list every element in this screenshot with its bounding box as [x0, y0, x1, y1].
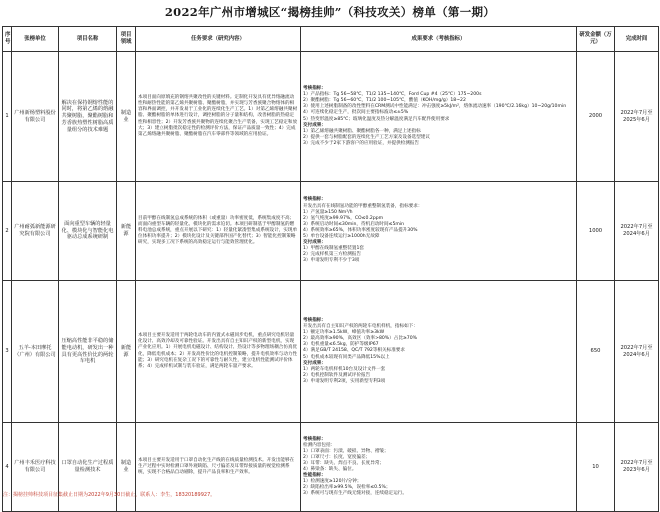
- row-project: 口罩自动化生产过程质量检测技术: [59, 423, 117, 512]
- result-section-heading: 性能指标：: [303, 473, 326, 479]
- row-task: 目前甲醇在线制氢总成系统的体积（或重量）功率密度低，系统集成度不高；而面向重型车辆的轻量化、模块化的需求迫切。本项目研制基于甲醇制氢的燃料电池总成系统，重点开展以下研究：1）轻量化紧凑型集成系统设计，实现单位体积功率提升；2）模块化设计及关键部件国产化替代；3）智能化控制策略研究，实现多工况下系统的高效稳定运行与能效管理优化。: [136, 182, 301, 281]
- footer-note: 注：揭榜挂帅科技项目征集截止日期为2022年9月30日截止，联系人：李生，18320189927。: [3, 492, 216, 498]
- result-line: 2）提供一套与树脂配套的连续化生产工艺方案及设备选型建议: [303, 134, 430, 140]
- result-line: 3）申请发明专利2项，实用新型专利3项: [303, 378, 386, 384]
- row-unit: 五羊-本田摩托（广州）有限公司: [12, 281, 59, 423]
- result-line: 1）口罩表面：污渍、破损、异物、褶皱；: [303, 448, 389, 454]
- row-project: 压缩高性能非平稳的储能电动机，研发出一种具有更高性价比的两轮车电机: [59, 281, 117, 423]
- table-row: [3, 52, 659, 182]
- result-line: 1）产氢量≥150 Nm³/h: [303, 209, 353, 215]
- row-field: 新能源: [117, 281, 136, 423]
- result-content: [303, 197, 574, 264]
- result-line: 检测内容包括：: [303, 442, 336, 448]
- result-section-heading: 交付成果：: [303, 360, 326, 366]
- row-unit: 广州耐弧新能源研究院有限公司: [12, 182, 59, 281]
- result-section-heading: 考核指标：: [303, 436, 326, 442]
- row-no: 2: [3, 182, 12, 281]
- result-line: 4）系统效率≥65%，体积功率密度较现有产品提升30%: [303, 227, 418, 233]
- table-header-row: [3, 27, 659, 52]
- result-line: 1）检测速度≥120片/分钟；: [303, 479, 362, 485]
- row-no: 3: [3, 281, 12, 423]
- row-time: 2022年7月至2024年6月: [615, 182, 659, 281]
- result-line: 4）可连续化稳定生产，批次间主要指标波动≤±5%: [303, 110, 409, 116]
- row-task: 本项目主要开发适用于口罩自动化生产线的在线质量检测技术。开发出能够在生产过程中实时检测口罩外观缺陷、尺寸偏差及耳带焊接质量的视觉检测系统，实现不合格品自动剔除，提升产品良率和生产效率。: [136, 423, 301, 512]
- row-unit: 广州丰禾医疗科技有限公司: [12, 423, 59, 512]
- result-line: 3）完成不少于2家下游客户的应用验证，并提供检测报告: [303, 140, 420, 146]
- row-project: 面向重型车辆的轻量化、模块化与智能化电驱动总成系统研制: [59, 182, 117, 281]
- result-line: 5）单台设备连续运行≥1000h无故障: [303, 234, 380, 240]
- row-task: 本项目主要开发适用于两轮电动车的内置式永磁同步电机，重点研究电机轻量化设计、高效冷却及可靠性验证。开发出具有自主知识产权的新型电机，实现产业化应用。1）开展电机电磁设计、结构设计、热设计等多物理场耦合仿真优化，降低电机成本；2）开发高性价比的电机控制策略，提升电机效率与动力性能；3）研究电机在复杂工况下的可靠性与耐久性，建立电机性能测试评价体系；4）完成样机试制与装车验证，满足两轮车量产要求。: [136, 281, 301, 423]
- bounty-table: [2, 26, 659, 512]
- result-line: 3）申请发明专利不少于3项: [303, 258, 360, 264]
- row-no: 1: [3, 52, 12, 182]
- header-unit: 张榜单位: [12, 27, 59, 52]
- header-field: 项目领域: [117, 27, 136, 52]
- row-unit: 广州新杨塑料股份有限公司: [12, 52, 59, 182]
- row-project: 解决在保持钢熔性能的同时，将第乙烯的熔融共聚树脂，聚酯树脂和芳香族热塑性树脂高质量组分的技术难题: [59, 52, 117, 182]
- result-line: 3）使用上述树脂制备的改性塑料在CRM测试中性能满足：冲击强度≥5kJ/m²，熔体流动速率（190℃/2.16kg）10~20g/10min: [303, 104, 567, 110]
- result-line: 1）第乙烯熔融共聚树脂、聚酯树脂各一种，满足上述指标: [303, 128, 421, 134]
- row-result: [301, 281, 577, 423]
- row-result: [301, 182, 577, 281]
- row-time: 2022年7月至2025年6月: [615, 52, 659, 182]
- result-section-heading: 考核指标：: [303, 317, 326, 323]
- result-line: 4）鼻梁条：缺失、偏位。: [303, 467, 357, 472]
- result-line: 2）电机控制软件及测试评价报告: [303, 372, 371, 378]
- result-line: 3）系统启动时间≤30min，待机启动时间≤5min: [303, 221, 405, 227]
- row-time: 2022年7月至2023年6月: [615, 423, 659, 512]
- header-task: 任务要求（研究内容）: [136, 27, 301, 52]
- header-time: 完成时间: [615, 27, 659, 52]
- result-section-heading: 考核指标：: [303, 86, 326, 92]
- result-content: [303, 318, 574, 385]
- result-line: 5）热变形温度≥85℃；玻璃化温度及热分解温度满足汽车配件使用要求: [303, 116, 450, 122]
- result-line: 1）产品指标：Tg 56~58℃，T1/2 135~140℃，Ford Cup #4（25℃）175~200s: [303, 92, 482, 98]
- header-result: 成果要求（考核指标）: [301, 27, 577, 52]
- result-line: 1）额定功率≥1.5kW，峰值功率≥3kW: [303, 330, 385, 336]
- result-line: 4）满足GB/T 24158、QC/T 792等相关标准要求: [303, 348, 405, 354]
- result-line: 2）最高效率≥90%，高效区（效率>80%）占比≥70%: [303, 336, 418, 342]
- row-field: 新能源: [117, 182, 136, 281]
- result-section-heading: 交付成果：: [303, 122, 326, 128]
- result-content: [303, 437, 574, 498]
- row-result: [301, 423, 577, 512]
- row-no: 4: [3, 423, 12, 512]
- result-line: 2）完成样机第三方检测报告: [303, 252, 362, 258]
- result-line: 2）氢气纯度≥99.97%，CO≤0.2ppm: [303, 215, 384, 221]
- row-amount: 1000: [577, 182, 615, 281]
- header-no: 序号: [3, 27, 12, 52]
- row-field: 制造业: [117, 423, 136, 512]
- result-line: 开发出具有自主知识产权的两轮车电机样机，指标如下：: [303, 324, 418, 330]
- result-line: 3）系统可与现有生产线无缝对接，连续稳定运行。: [303, 491, 407, 497]
- result-line: 3）电机重量≤6.5kg，防护等级IP67: [303, 342, 379, 348]
- result-line: 2）口罩尺寸：长度、宽度偏差；: [303, 454, 371, 460]
- row-amount: 650: [577, 281, 615, 423]
- row-amount: 2000: [577, 52, 615, 182]
- table-row: [3, 182, 659, 281]
- result-section-heading: 考核指标：: [303, 197, 326, 203]
- result-line: 3）耳带：缺失、焊点不良、长度异常；: [303, 460, 385, 466]
- result-line: 1）甲醇在线制氢重整装置1套: [303, 246, 364, 252]
- result-line: 5）电机成本较现有同类产品降低15%以上: [303, 354, 390, 360]
- page-title: 2022年广州市增城区“揭榜挂帅”（科技攻关）榜单（第一期）: [164, 5, 496, 19]
- result-content: [303, 86, 574, 147]
- table-row: [3, 281, 659, 423]
- result-line: 开发出具有在线制氢功能的甲醇重整制氢装备，指标要求：: [303, 203, 423, 209]
- row-field: 制造业: [117, 52, 136, 182]
- result-line: 2）聚酯树脂：Tg 56~60℃，T1/2 100~105℃，酸值（KOH/mg/g）18~22: [303, 98, 466, 104]
- row-amount: 10: [577, 423, 615, 512]
- result-line: 1）两轮车电机样机10台及设计文件一套: [303, 366, 386, 372]
- row-time: 2022年7月至2024年6月: [615, 281, 659, 423]
- table-row: [3, 423, 659, 512]
- row-task: 本项目面向原填充的钢熔共聚改性的关键材料。定制化开发具有优异熔融流动性和耐热性能的第乙烯共聚树脂、聚酯树脂，并实现与芳香族聚合物熔体的相容和界面调控，并开发易于工业化的连续化生产工艺。1）对第乙烯熔融共聚树脂、聚酯树脂的单体进行设计，调控树脂的分子量和结构，改善树脂的热稳定性和相容性；2）开发芳香族共聚物的连续化聚合生产装备，实现工艺稳定和放大；3）建立树脂批次稳定性的检测评价方法，保证产品质量一致性；4）完成第乙烯熔融共聚树脂、聚酯树脂在汽车零部件等领域的应用验证。: [136, 52, 301, 182]
- header-amount: 研发金额（万元）: [577, 27, 615, 52]
- result-line: 2）缺陷检出率≥99.5%，误检率≤0.5%；: [303, 485, 391, 491]
- row-result: [301, 52, 577, 182]
- result-section-heading: 交付成果：: [303, 240, 326, 246]
- header-project: 项目名称: [59, 27, 117, 52]
